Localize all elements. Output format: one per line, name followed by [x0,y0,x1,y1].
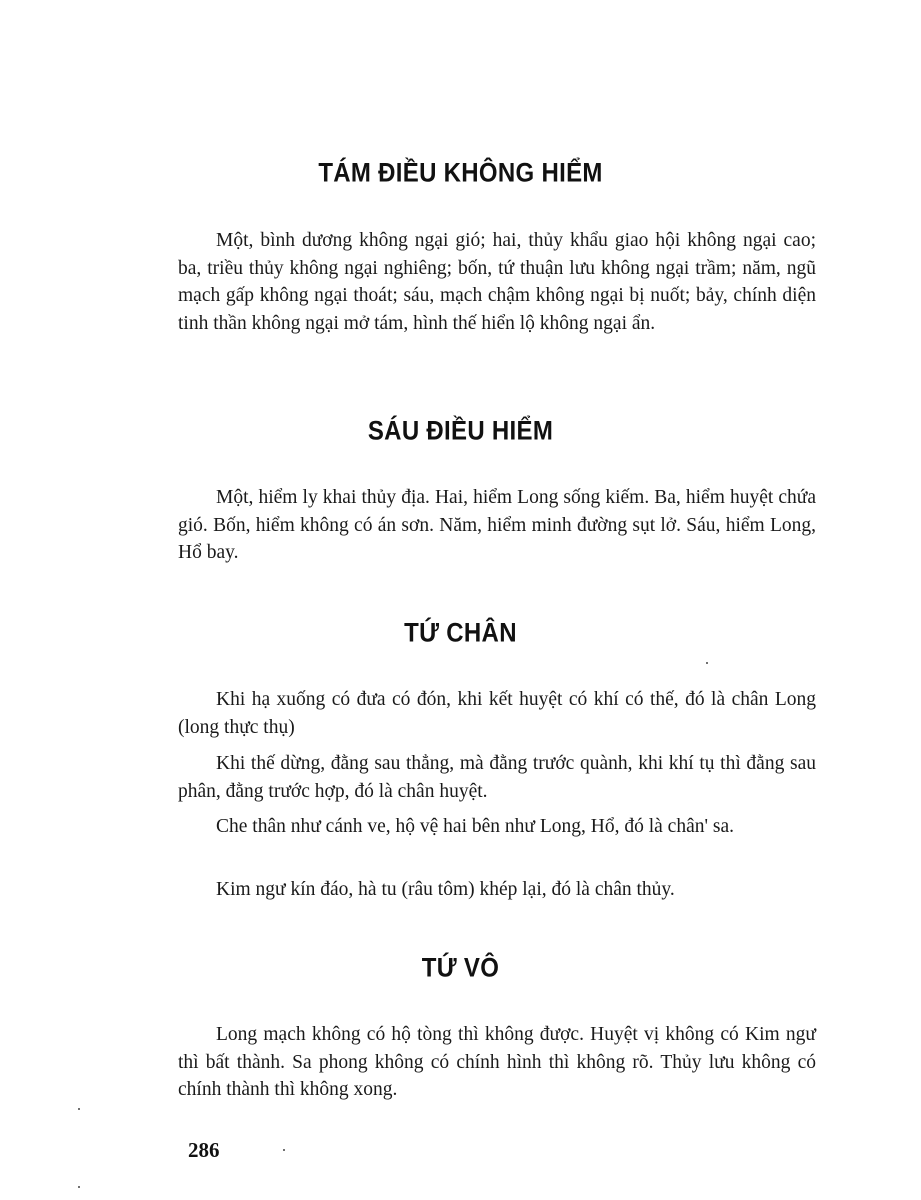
section-paragraph: Long mạch không có hộ tòng thì không được. Huyệt vị không có Kim ngư thì bất thành. Sa phong không có chính hình thì không rõ. Thủy lưu không có chính thành thì không xong. [178,1024,816,1100]
section-heading-tu-vo: TỨ VÔ [421,953,500,984]
section-heading-tu-chan: TỨ CHÂN [404,618,517,649]
scan-speck [78,1108,80,1110]
section-paragraph: Một, bình dương không ngại gió; hai, thủy khẩu giao hội không ngại cao; ba, triều thủy không ngại nghiêng; bốn, tứ thuận lưu không ngại trầm; năm, ngũ mạch gấp không ngại thoát; sáu, mạch chậm không ngại bị nuốt; bảy, chính diện tinh thần không ngại mở tám, hình thế hiển lộ không ngại ẩn. [178,230,816,334]
scan-speck [78,1186,80,1188]
section-paragraph: Khi thế dừng, đằng sau thẳng, mà đằng trước quành, khi khí tụ thì đằng sau phân, đằng trước hợp, đó là chân huyệt. [178,753,816,802]
section-paragraph: Khi hạ xuống có đưa có đón, khi kết huyệt có khí có thế, đó là chân Long (long thực thụ) [178,689,816,738]
section-heading-tam-dieu-khong-hiem: TÁM ĐIỀU KHÔNG HIỂM [318,158,603,189]
section-heading-sau-dieu-hiem: SÁU ĐIỀU HIỂM [367,416,554,447]
section-paragraph: Một, hiểm ly khai thủy địa. Hai, hiểm Long sống kiếm. Ba, hiểm huyệt chứa gió. Bốn, hiểm không có án sơn. Năm, hiểm minh đường sụt lở. Sáu, hiểm Long, Hổ bay. [178,487,816,563]
section-paragraph: Che thân như cánh ve, hộ vệ hai bên như Long, Hổ, đó là chân' sa. [216,816,734,837]
scan-speck [283,1149,285,1151]
page-number: 286 [188,1138,220,1162]
section-paragraph: Kim ngư kín đáo, hà tu (râu tôm) khép lại, đó là chân thủy. [216,879,675,900]
scan-speck [706,662,708,664]
